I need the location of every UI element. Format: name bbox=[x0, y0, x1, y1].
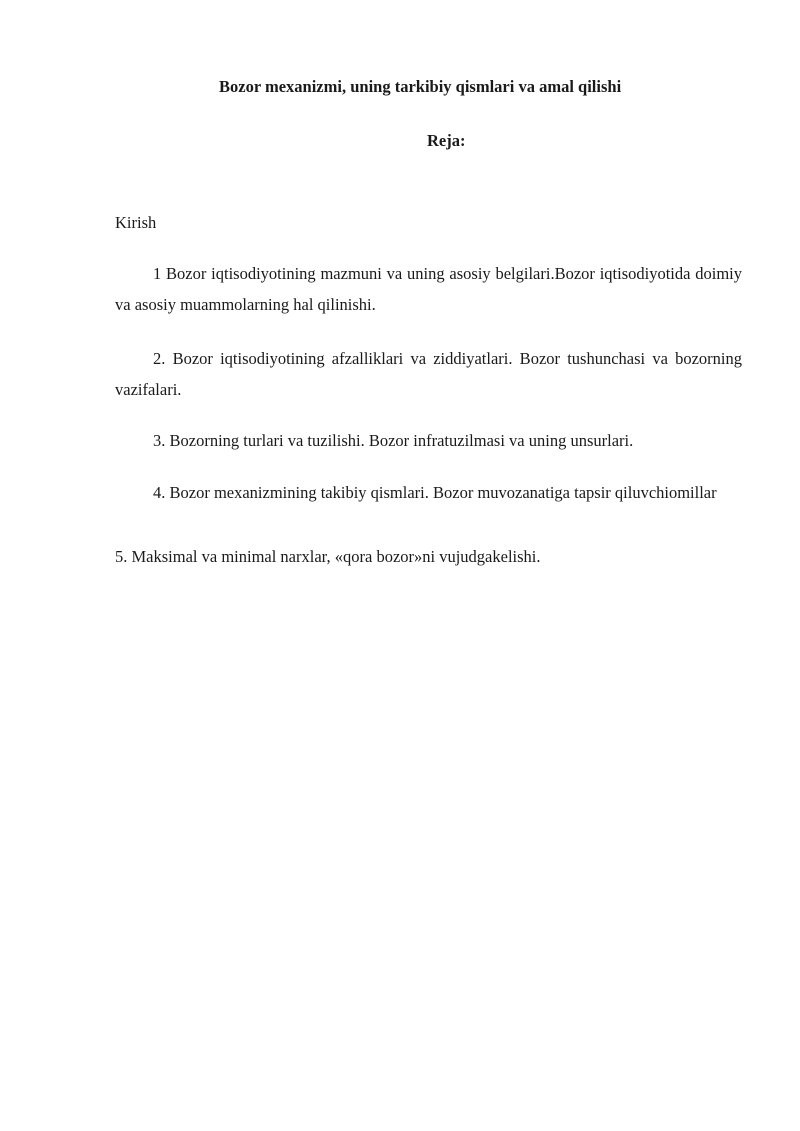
document-title: Bozor mexanizmi, uning tarkibiy qismlari va amal qilishi bbox=[219, 77, 622, 96]
plan-item-1: 1 Bozor iqtisodiyotining mazmuni va uning asosiy belgilari.Bozor iqtisodiyotida doimiy va asosiy muammolarning hal qilinishi. bbox=[115, 264, 742, 314]
plan-item-2: 2. Bozor iqtisodiyotining afzalliklari va ziddiyatlari. Bozor tushunchasi va bozorning vazifalari. bbox=[115, 349, 742, 399]
plan-item-4: 4. Bozor mexanizmining takibiy qismlari. Bozor muvozanatiga tapsir qiluvchiomillar bbox=[153, 483, 717, 502]
intro-label: Kirish bbox=[115, 213, 157, 232]
plan-heading: Reja: bbox=[427, 131, 466, 150]
plan-item-3: 3. Bozorning turlari va tuzilishi. Bozor infratuzilmasi va uning unsurlari. bbox=[153, 431, 634, 450]
plan-item-5: 5. Maksimal va minimal narxlar, «qora bozor»ni vujudgakelishi. bbox=[115, 547, 541, 566]
